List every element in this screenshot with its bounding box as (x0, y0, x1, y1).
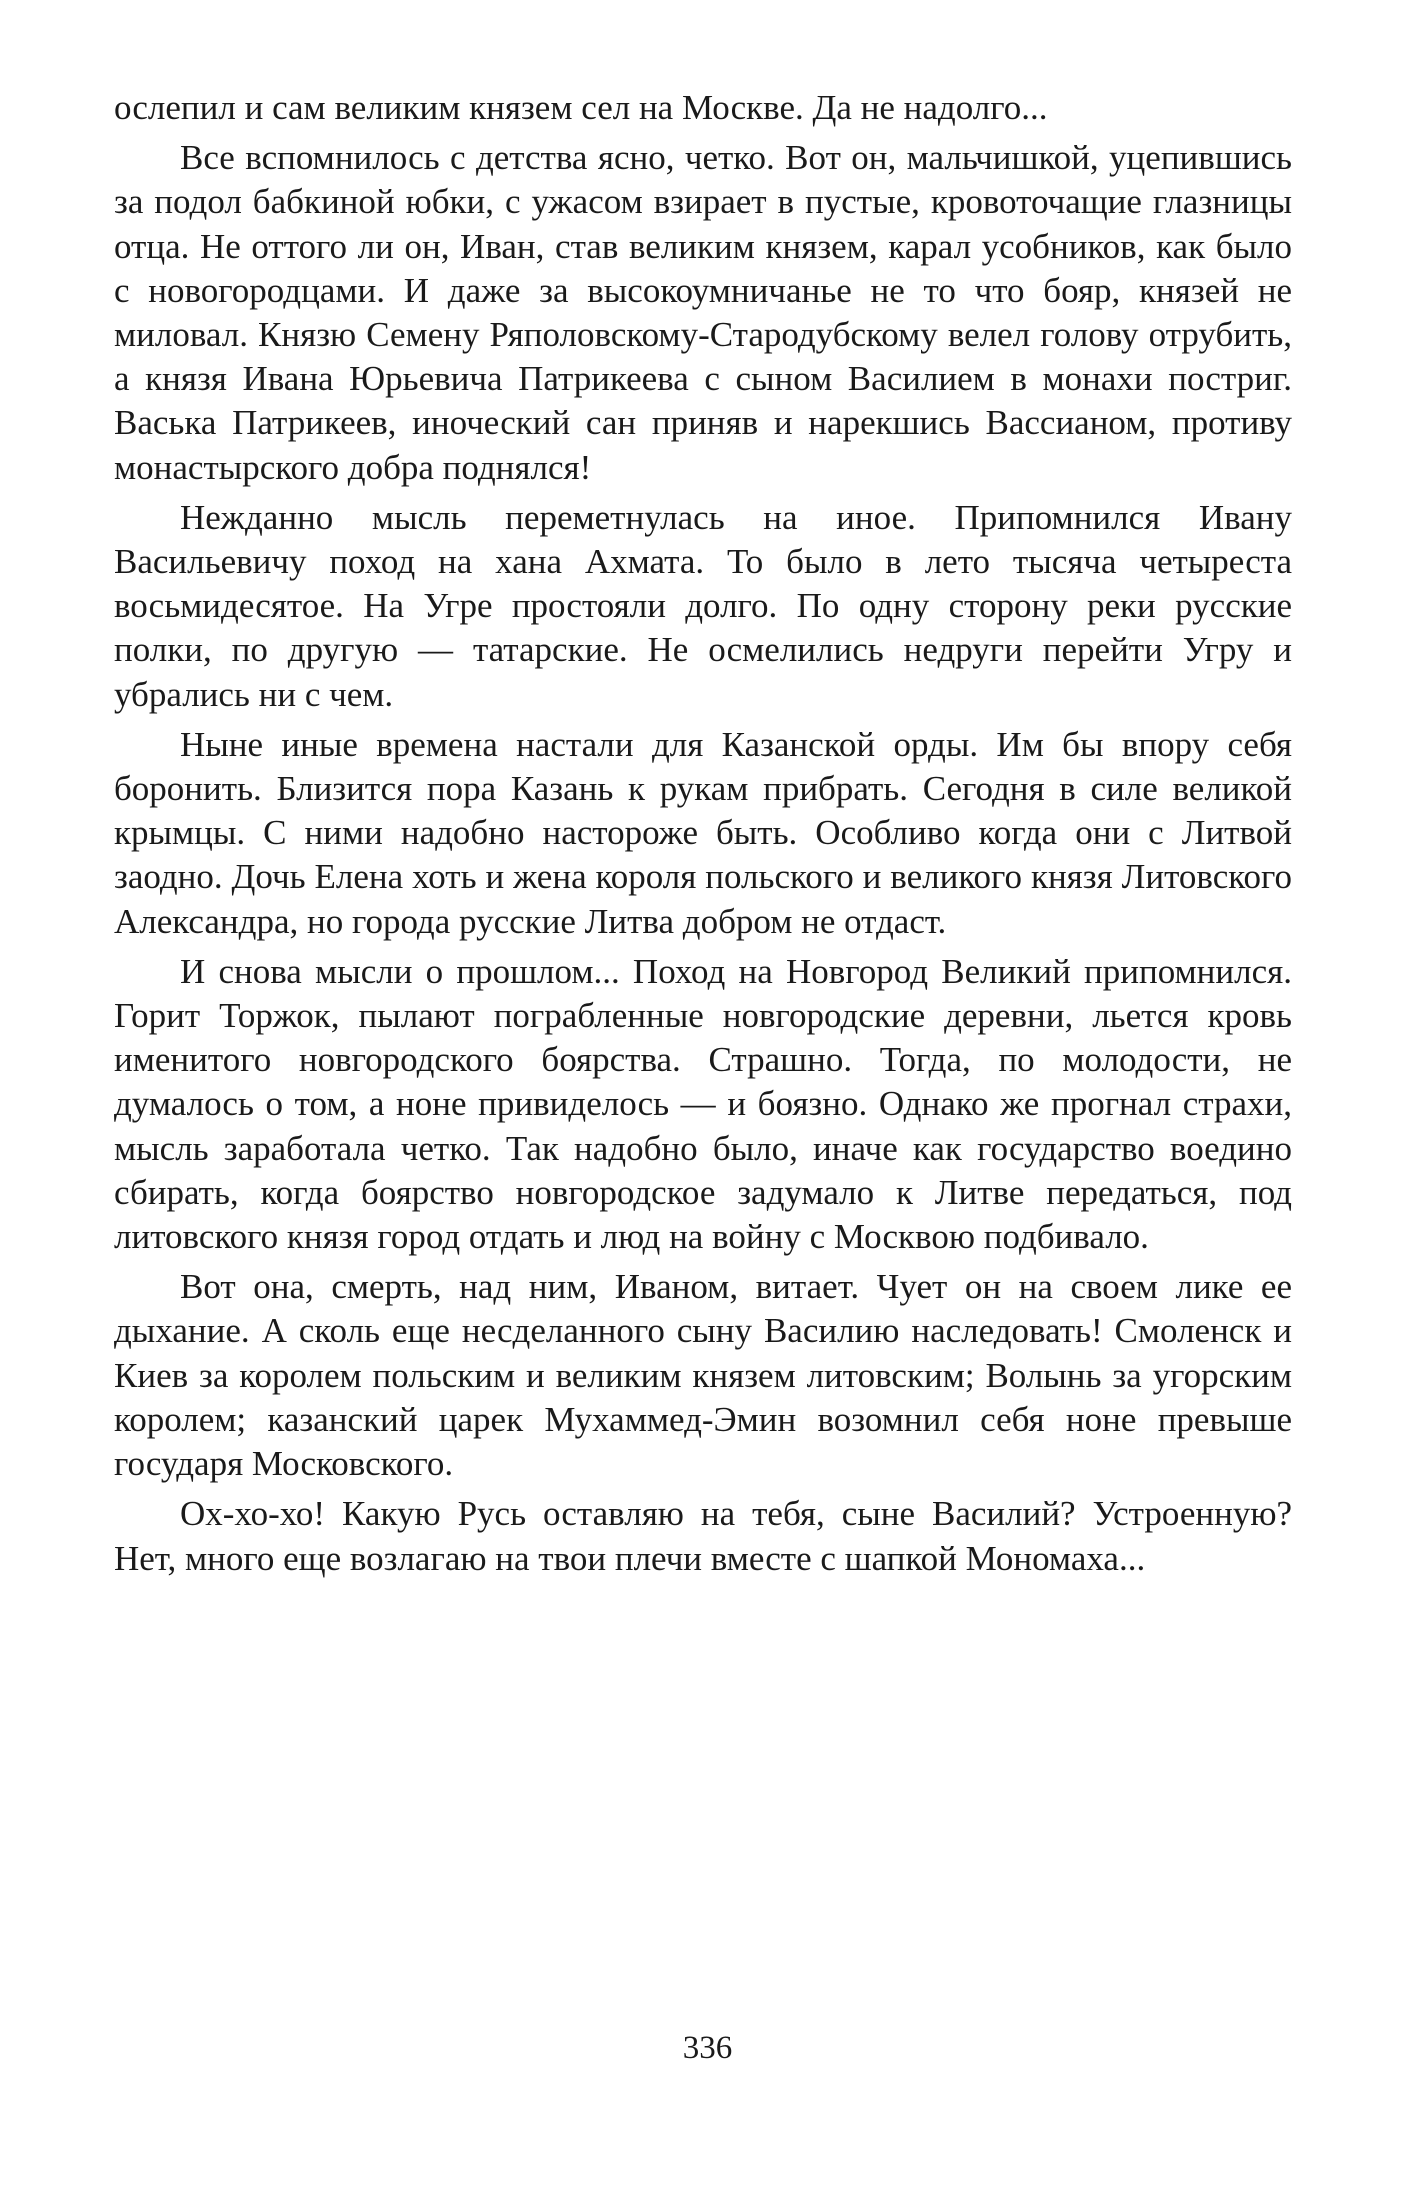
paragraph: Нежданно мысль переметнулась на иное. Припомнился Ивану Васильевичу поход на хана Ахмата. То было в лето тысяча четыреста восьмидесятое. На Угре простояли долго. По одну сторону реки русские полки, по другую — татарские. Не осмелились недруги перейти Угру и убрались ни с чем. (114, 497, 1292, 714)
paragraph: И снова мысли о прошлом... Поход на Новгород Великий припомнился. Горит Торжок, пылают пограбленные новгородские деревни, льется кровь именитого новгородского боярства. Страшно. Тогда, по молодости, не думалось о том, а ноне привиделось — и боязно. Однако же прогнал страхи, мысль заработала четко. Так надобно было, иначе как государство воедино сбирать, когда боярство новгородское задумало к Литве передаться, под литовского князя город отдать и люд на войну с Москвою подбивало. (114, 951, 1292, 1257)
paragraph: Ох-хо-хо! Какую Русь оставляю на тебя, сыне Василий? Устроенную? Нет, много еще возлагаю на твои плечи вместе с шапкой Мономаха... (114, 1494, 1292, 1578)
paragraph: Все вспомнилось с детства ясно, четко. Вот он, мальчишкой, уцепившись за подол бабкиной юбки, с ужасом взирает в пустые, кровоточащие глазницы отца. Не оттого ли он, Иван, став великим князем, карал усобников, как было с новогородцами. И даже за высокоумничанье не то что бояр, князей не миловал. Князю Семену Ряполовскому-Стародубскому велел голову отрубить, а князя Ивана Юрьевича Патрикеева с сыном Василием в монахи постриг. Васька Патрикеев, иноческий сан приняв и нарекшись Вассианом, противу монастырского добра поднялся! (114, 138, 1292, 487)
paragraph: ослепил и сам великим князем сел на Москве. Да не надолго... (114, 88, 1048, 127)
paragraph: Вот она, смерть, над ним, Иваном, витает. Чует он на своем лике ее дыхание. А сколь еще несделанного сыну Василию наследовать! Смоленск и Киев за королем польским и великим князем литовским; Волынь за угорским королем; казанский царек Мухаммед-Эмин возомнил себя ноне превыше государя Московского. (114, 1267, 1292, 1484)
page-body (114, 86, 1292, 1587)
page-number: 336 (682, 2030, 733, 2066)
paragraph: Ныне иные времена настали для Казанской орды. Им бы впору себя боронить. Близится пора Казань к рукам прибрать. Сегодня в силе великой крымцы. С ними надобно настороже быть. Особливо когда они с Литвой заодно. Дочь Елена хоть и жена короля польского и великого князя Литовского Александра, но города русские Литва добром не отдаст. (114, 724, 1292, 941)
